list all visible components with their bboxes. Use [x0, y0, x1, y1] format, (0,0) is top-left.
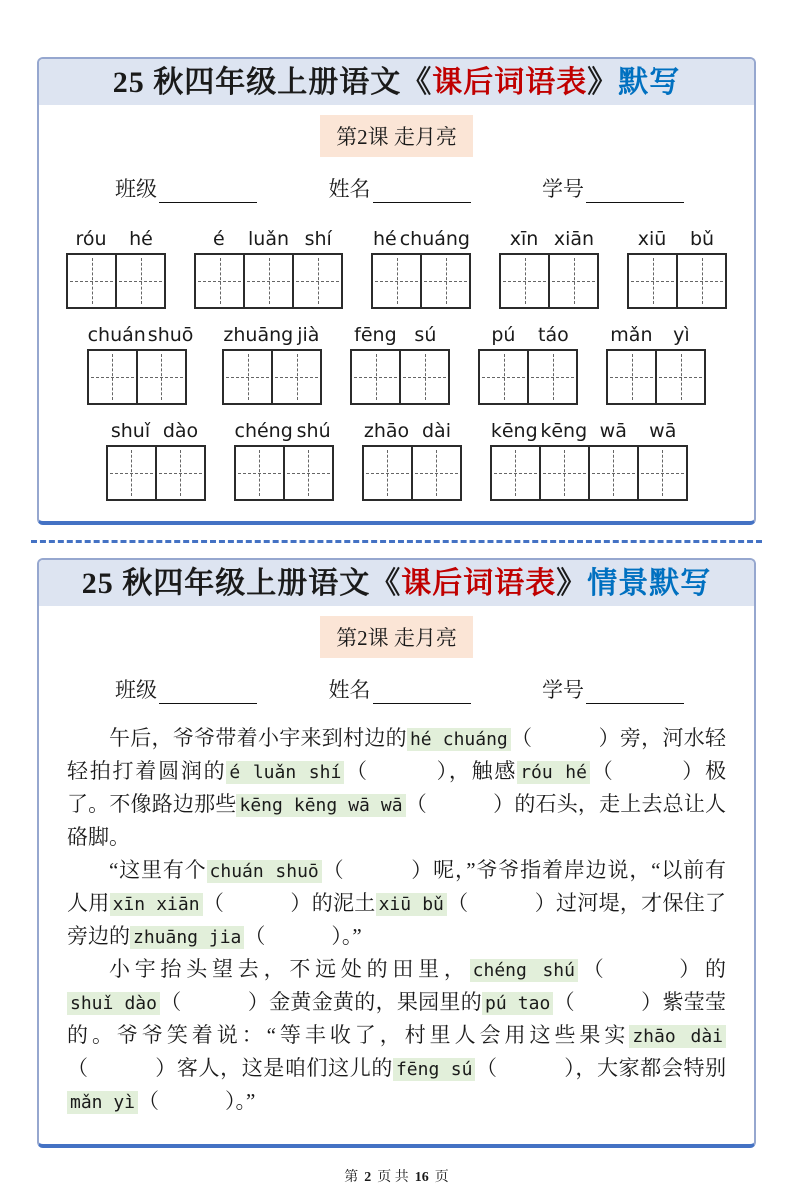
hanzi-grid-cell [292, 253, 343, 309]
pinyin-syllable: shí [304, 228, 332, 250]
pinyin-syllable: chuáng [399, 228, 470, 250]
hanzi-grid-cell [411, 445, 462, 501]
passage-text: ，触感 [448, 758, 518, 783]
hanzi-grid [627, 253, 727, 309]
pinyin-label [478, 324, 578, 346]
passage-paragraph [67, 953, 726, 1118]
hanzi-grid-cell [627, 253, 678, 309]
passage-text: 。” [235, 1088, 256, 1113]
hanzi-grid-cell [399, 349, 450, 405]
pinyin-label [627, 228, 727, 250]
paren-close: ） [492, 791, 515, 816]
field-label-name: 姓名 [328, 177, 371, 201]
paren-open: （ [244, 923, 266, 948]
lesson-subtitle-wrap [39, 616, 754, 658]
pinyin-syllable: luǎn [248, 228, 290, 250]
field-blank-line [586, 182, 684, 203]
paren-open: （ [202, 890, 225, 915]
field-name [329, 173, 471, 203]
hanzi-grid-cell [606, 349, 657, 405]
title-prefix: 25 秋四年级上册语文 [81, 567, 371, 600]
pinyin-syllable: xīn [509, 228, 539, 250]
hanzi-grid-cell [271, 349, 322, 405]
answer-blank [590, 759, 705, 783]
paren-close: ） [225, 1088, 236, 1113]
hanzi-grid-cell [115, 253, 166, 309]
pinyin-syllable: hé [372, 228, 397, 250]
hanzi-grid-cell [490, 445, 541, 501]
pinyin-label [106, 420, 206, 442]
pinyin-syllable: pú [491, 324, 516, 346]
pinyin-label [222, 324, 322, 346]
pinyin-syllable: sú [414, 324, 437, 346]
paren-open: （ [138, 1088, 160, 1113]
paren-close: ） [640, 989, 663, 1014]
word-group [606, 324, 706, 405]
field-label-name: 姓名 [328, 678, 371, 702]
paren-close: ） [247, 989, 270, 1014]
hanzi-grid [222, 349, 322, 405]
field-number [542, 674, 684, 704]
student-fields [39, 157, 754, 207]
title-book-name: 课后词语表 [432, 66, 588, 99]
hanzi-grid-cell [527, 349, 578, 405]
title-bracket-close: 》 [556, 567, 588, 600]
paren-open: （ [405, 791, 427, 816]
pinyin-highlight: róu hé [517, 761, 590, 784]
field-blank-line [373, 182, 471, 203]
hanzi-grid-cell [87, 349, 138, 405]
pinyin-syllable: fēng [354, 324, 397, 346]
passage-text: 客人，这是咱们这儿的 [176, 1055, 393, 1080]
field-blank-line [159, 683, 257, 704]
pinyin-syllable: kēng [490, 420, 538, 442]
paren-close: ） [290, 890, 312, 915]
pinyin-syllable: bǔ [689, 228, 715, 250]
lesson-subtitle: 第2课 走月亮 [320, 115, 473, 157]
hanzi-grid-cell [362, 445, 413, 501]
pinyin-syllable: jià [297, 324, 320, 346]
word-group [499, 228, 599, 309]
pinyin-label [606, 324, 706, 346]
paren-open: （ [159, 989, 182, 1014]
answer-blank [406, 792, 515, 816]
passage-text: ，大家都会特别 [575, 1055, 727, 1080]
passage-text: 的石头，走上去总让人硌脚。 [67, 791, 727, 849]
pinyin-label [350, 324, 450, 346]
paren-open: （ [553, 989, 575, 1014]
field-label-class: 班级 [115, 678, 157, 702]
paren-close: ） [534, 890, 557, 915]
hanzi-grid [194, 253, 343, 309]
word-group [222, 324, 322, 405]
title-bracket-open: 《 [370, 567, 402, 600]
field-label-number: 学号 [542, 177, 584, 201]
hanzi-grid-cell [420, 253, 471, 309]
word-row [65, 420, 728, 501]
word-group [234, 420, 334, 501]
pinyin-highlight: hé chuáng [407, 728, 511, 751]
word-group [371, 228, 471, 309]
word-row [65, 228, 728, 309]
hanzi-grid-cell [66, 253, 117, 309]
field-class [115, 674, 257, 704]
word-group [478, 324, 578, 405]
word-row [65, 324, 728, 405]
hanzi-grid [66, 253, 166, 309]
hanzi-grid-cell [222, 349, 273, 405]
hanzi-grid-cell [106, 445, 157, 501]
lesson-subtitle: 第2课 走月亮 [320, 616, 473, 658]
pinyin-highlight: xiū bǔ [376, 893, 447, 916]
hanzi-grid-cell [548, 253, 599, 309]
pinyin-syllable: dào [162, 420, 199, 442]
hanzi-grid-cell [194, 253, 245, 309]
pinyin-syllable: wā [599, 420, 627, 442]
paren-open: （ [446, 890, 469, 915]
pinyin-label [194, 228, 343, 250]
pinyin-syllable: shú [296, 420, 331, 442]
answer-blank [475, 1056, 575, 1080]
passage-paragraph [67, 854, 726, 953]
answer-blank [447, 891, 556, 915]
pinyin-label [234, 420, 334, 442]
passage-paragraph [67, 722, 726, 854]
hanzi-grid [478, 349, 578, 405]
hanzi-grid-cell [637, 445, 688, 501]
pinyin-highlight: chéng shú [470, 959, 578, 982]
answer-blank [578, 957, 705, 981]
lesson-subtitle-wrap [39, 115, 754, 157]
field-blank-line [373, 683, 471, 704]
title-bracket-close: 》 [587, 66, 619, 99]
hanzi-grid-cell [371, 253, 422, 309]
pinyin-label [87, 324, 195, 346]
field-label-class: 班级 [115, 177, 157, 201]
hanzi-grid-cell [155, 445, 206, 501]
answer-blank [67, 1056, 177, 1080]
passage-text: 的 [705, 956, 727, 981]
paren-open: （ [589, 758, 615, 783]
pinyin-label [66, 228, 166, 250]
hanzi-grid [106, 445, 206, 501]
paren-close: ） [680, 758, 706, 783]
word-group [66, 228, 166, 309]
answer-blank [244, 924, 342, 948]
paren-close: ） [331, 923, 342, 948]
paren-open: （ [577, 956, 609, 981]
passage-text: “这里有个 [109, 857, 207, 882]
context-passage [39, 708, 754, 1144]
answer-blank [344, 759, 449, 783]
pinyin-syllable: shuō [147, 324, 194, 346]
footer-prefix: 第 [344, 1169, 359, 1185]
answer-blank [160, 990, 269, 1014]
word-group [194, 228, 343, 309]
answer-blank [138, 1089, 236, 1113]
pinyin-highlight: pú tao [482, 992, 553, 1015]
hanzi-grid-cell [283, 445, 334, 501]
field-number [542, 173, 684, 203]
hanzi-grid [234, 445, 334, 501]
panel-dictation [37, 57, 756, 525]
pinyin-highlight: é luǎn shí [226, 761, 344, 784]
pinyin-highlight: mǎn yì [67, 1091, 138, 1114]
paren-close: ） [563, 1055, 576, 1080]
answer-blank [322, 858, 433, 882]
hanzi-grid-cell [588, 445, 639, 501]
field-blank-line [586, 683, 684, 704]
footer-mid: 页 共 [377, 1169, 409, 1185]
paren-open: （ [344, 758, 369, 783]
pinyin-syllable: shuǐ [110, 420, 151, 442]
pinyin-syllable: wā [649, 420, 677, 442]
passage-text: 的泥土 [311, 890, 376, 915]
pinyin-syllable: xiān [553, 228, 595, 250]
passage-text: 午后，爷爷带着小宇来到村边的 [109, 726, 407, 750]
hanzi-grid-cell [478, 349, 529, 405]
pinyin-syllable: róu [75, 228, 107, 250]
paren-open: （ [321, 857, 345, 882]
hanzi-grid-cell [350, 349, 401, 405]
paren-open: （ [67, 1055, 89, 1080]
title-suffix: 默写 [618, 66, 681, 99]
paren-close: ） [598, 726, 620, 750]
pinyin-highlight: fēng sú [393, 1058, 475, 1081]
hanzi-grid [606, 349, 706, 405]
pinyin-syllable: chuán [87, 324, 146, 346]
hanzi-grid-cell [234, 445, 285, 501]
hanzi-grid-cell [243, 253, 294, 309]
paren-open: （ [475, 1055, 498, 1080]
pinyin-label [371, 228, 471, 250]
paren-close: ） [434, 758, 449, 783]
title-book-name: 课后词语表 [401, 567, 557, 600]
word-group [350, 324, 450, 405]
passage-text: 呢，”爷爷指着岸边说，“以前有人用 [67, 857, 727, 915]
passage-text: 。” [341, 923, 362, 948]
hanzi-grid-cell [499, 253, 550, 309]
pinyin-syllable: zhuāng [223, 324, 294, 346]
answer-blank [553, 990, 662, 1014]
hanzi-grid [499, 253, 599, 309]
hanzi-grid [87, 349, 195, 405]
word-group [362, 420, 462, 501]
pinyin-highlight: chuán shuō [207, 860, 322, 883]
hanzi-grid [362, 445, 462, 501]
pinyin-syllable: táo [538, 324, 569, 346]
title-bracket-open: 《 [401, 66, 433, 99]
field-label-number: 学号 [542, 678, 584, 702]
passage-text: 紫莹莹的。爷爷笑着说：“等丰收了，村里人会用这些果实 [67, 989, 727, 1047]
passage-text: 金黄金黄的，果园里的 [269, 989, 482, 1014]
word-group [490, 420, 688, 501]
paren-open: （ [510, 726, 533, 750]
pinyin-label [490, 420, 688, 442]
answer-blank [203, 891, 312, 915]
hanzi-grid-cell [539, 445, 590, 501]
student-fields [39, 658, 754, 708]
title-prefix: 25 秋四年级上册语文 [112, 66, 402, 99]
answer-blank [511, 726, 620, 750]
pinyin-word-grid [39, 207, 754, 521]
pinyin-highlight: kēng kēng wā wā [236, 794, 405, 817]
hanzi-grid [371, 253, 471, 309]
field-name [329, 674, 471, 704]
footer-suffix: 页 [434, 1169, 449, 1185]
hanzi-grid [350, 349, 450, 405]
passage-text: 过河堤，才保住了旁边的 [67, 890, 727, 948]
pinyin-highlight: zhāo dài [629, 1025, 726, 1048]
passage-text: 小宇抬头望去，不远处的田里， [109, 956, 470, 981]
hanzi-grid [490, 445, 688, 501]
pinyin-syllable: xiū [637, 228, 667, 250]
paren-close: ） [154, 1055, 177, 1080]
passage-text: 极了。不像路边那些 [67, 758, 727, 816]
pinyin-label [362, 420, 462, 442]
panel-dictation-title [39, 59, 754, 105]
hanzi-grid-cell [655, 349, 706, 405]
passage-text: 旁，河水轻轻拍打着圆润的 [67, 726, 727, 783]
pinyin-highlight: shuǐ dào [67, 992, 160, 1015]
pinyin-syllable: mǎn [610, 324, 653, 346]
paren-close: ） [674, 956, 706, 981]
word-group [87, 324, 195, 405]
hanzi-grid-cell [136, 349, 187, 405]
pinyin-highlight: zhuāng jia [130, 926, 244, 949]
field-blank-line [159, 182, 257, 203]
pinyin-syllable: hé [129, 228, 153, 250]
paren-close: ） [410, 857, 434, 882]
pinyin-syllable: kēng [540, 420, 588, 442]
footer-page-number: 2 [364, 1169, 372, 1185]
hanzi-grid-cell [676, 253, 727, 309]
cut-line-divider [31, 540, 762, 543]
panel-context-dictation [37, 558, 756, 1148]
panel-context-title [39, 560, 754, 606]
pinyin-label [499, 228, 599, 250]
title-suffix: 情景默写 [587, 567, 712, 600]
pinyin-syllable: yì [673, 324, 690, 346]
field-class [115, 173, 257, 203]
pinyin-syllable: zhāo [363, 420, 410, 442]
pinyin-syllable: chéng [234, 420, 293, 442]
page-number [37, 1166, 756, 1186]
word-group [106, 420, 206, 501]
pinyin-syllable: é [212, 228, 225, 250]
footer-total-pages: 16 [414, 1169, 429, 1185]
word-group [627, 228, 727, 309]
pinyin-highlight: xīn xiān [110, 893, 203, 916]
pinyin-syllable: dài [422, 420, 451, 442]
